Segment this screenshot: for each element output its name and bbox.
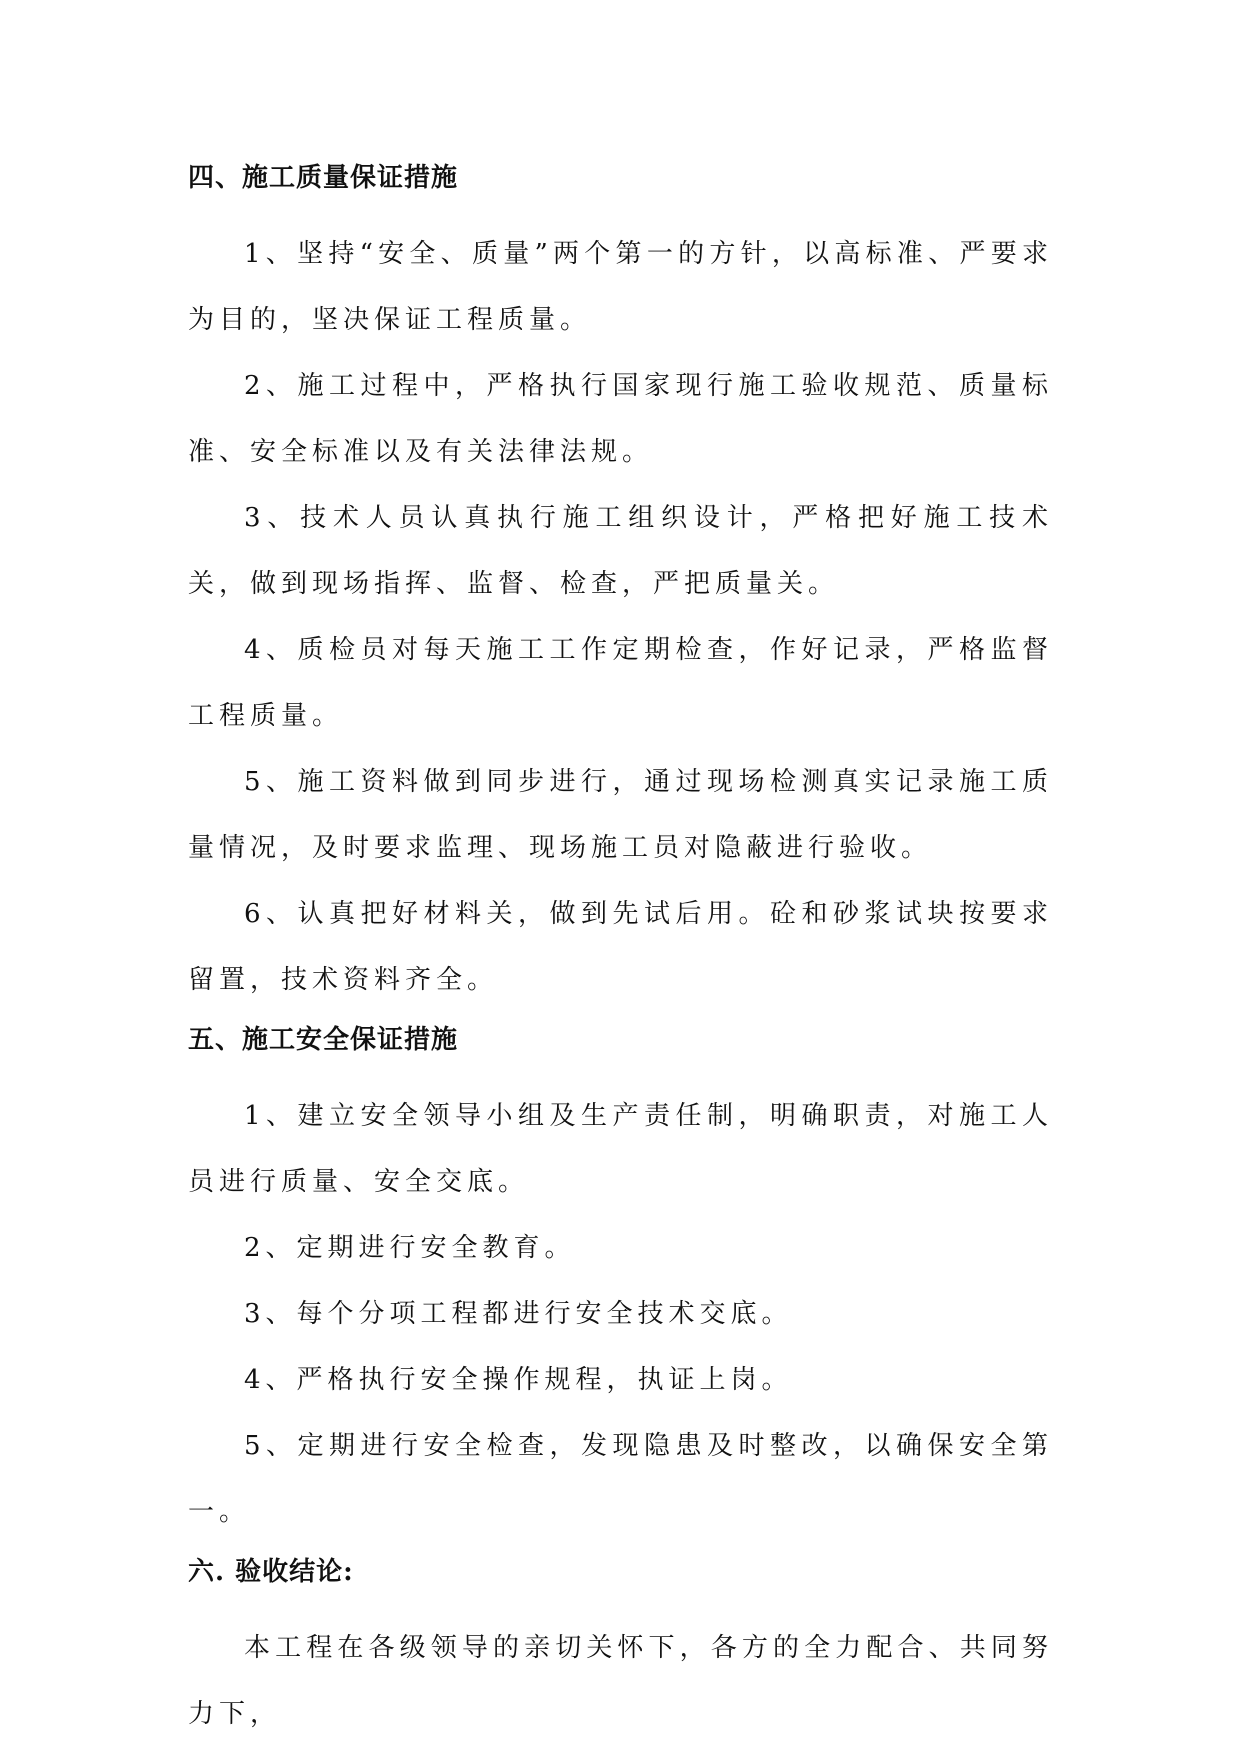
paragraph: 2、定期进行安全教育。 (244, 1233, 576, 1263)
section-heading-quality: 四、施工质量保证措施 (188, 163, 459, 193)
paragraph: 6、认真把好材料关，做到先试后用。砼和砂浆试块按要求留置，技术资料齐全。 (188, 899, 1053, 995)
paragraph: 1、建立安全领导小组及生产责任制，明确职责，对施工人员进行质量、安全交底。 (188, 1101, 1053, 1197)
paragraph: 本工程在各级领导的亲切关怀下，各方的全力配合、共同努力下， (188, 1633, 1053, 1729)
paragraph: 1、坚持“安全、质量”两个第一的方针，以高标准、严要求为目的，坚决保证工程质量。 (188, 239, 1053, 335)
paragraph: 3、技术人员认真执行施工组织设计，严格把好施工技术关，做到现场指挥、监督、检查，严把质量关。 (188, 503, 1053, 599)
paragraph: 5、施工资料做到同步进行，通过现场检测真实记录施工质量情况，及时要求监理、现场施工员对隐蔽进行验收。 (188, 767, 1053, 863)
paragraph: 3、每个分项工程都进行安全技术交底。 (244, 1299, 793, 1329)
paragraph: 4、严格执行安全操作规程，执证上岗。 (244, 1365, 793, 1395)
section-heading-safety: 五、施工安全保证措施 (188, 1025, 459, 1055)
document-page (188, 155, 1053, 1747)
paragraph: 2、施工过程中，严格执行国家现行施工验收规范、质量标准、安全标准以及有关法律法规。 (188, 371, 1053, 467)
paragraph: 5、定期进行安全检查，发现隐患及时整改，以确保安全第一。 (188, 1431, 1053, 1527)
paragraph: 4、质检员对每天施工工作定期检查，作好记录，严格监督工程质量。 (188, 635, 1053, 731)
section-heading-conclusion: 六. 验收结论: (188, 1557, 354, 1587)
